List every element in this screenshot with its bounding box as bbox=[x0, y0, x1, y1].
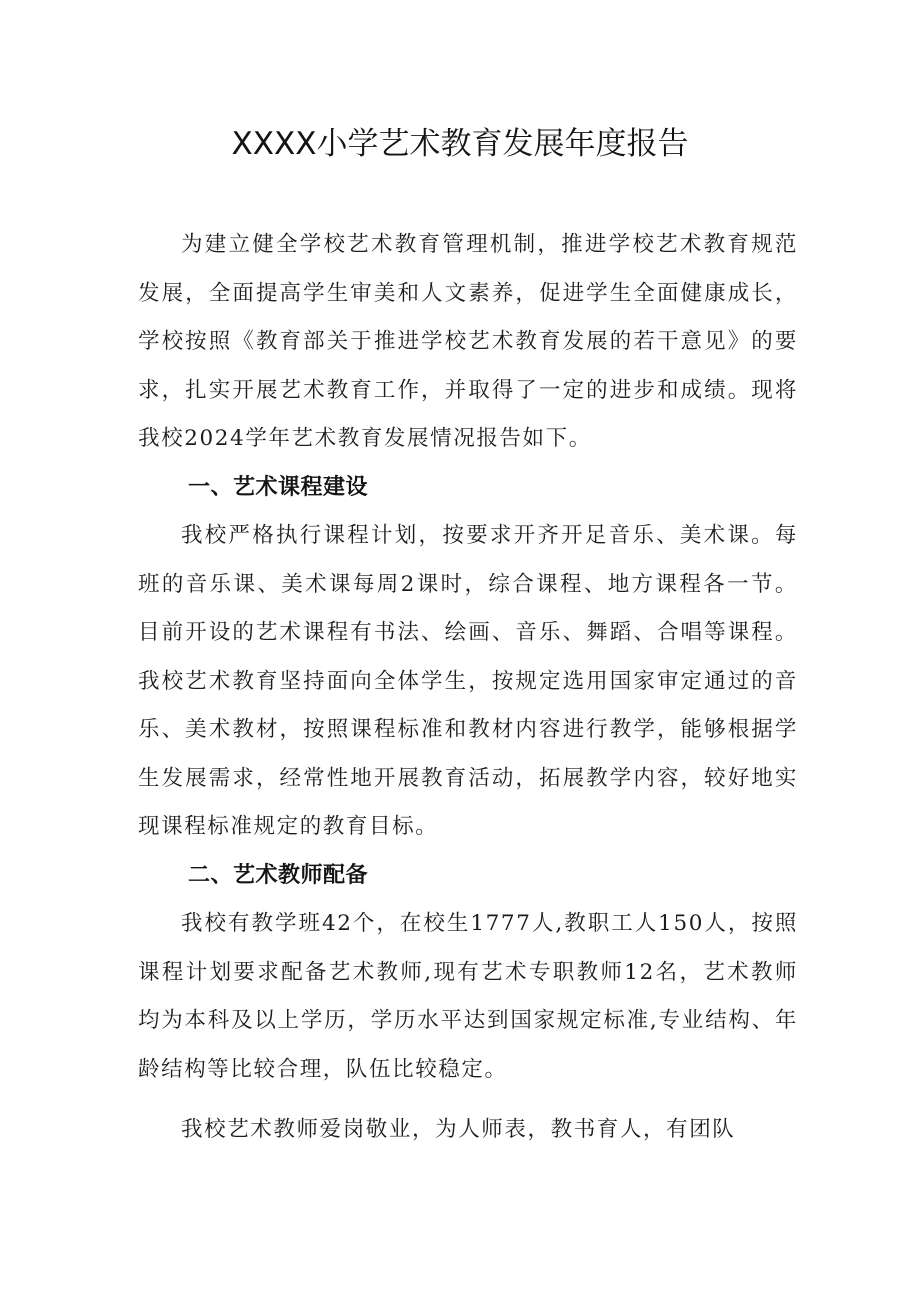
art-teachers-paragraph: 我校有教学班42个，在校生1777人,教职工人150人，按照课程计划要求配备艺术教师,现有艺术专职教师12名，艺术教师均为本科及以上学历，学历水平达到国家规定标准,专业结构、年龄结构等比较合理，队伍比较稳定。 bbox=[138, 911, 798, 1082]
art-teachers-paragraph-continued: 我校艺术教师爱岗敬业，为人师表，教书育人，有团队 bbox=[181, 1117, 736, 1142]
document-title: XXXX小学艺术教育发展年度报告 bbox=[231, 126, 689, 162]
section-heading-art-curriculum: 一、艺术课程建设 bbox=[188, 474, 369, 500]
intro-paragraph: 为建立健全学校艺术教育管理机制，推进学校艺术教育规范发展，全面提高学生审美和人文素养，促进学生全面健康成长，学校按照《教育部关于推进学校艺术教育发展的若干意见》的要求，扎实开展艺术教育工作，并取得了一定的进步和成绩。现将我校2024学年艺术教育发展情况报告如下。 bbox=[138, 232, 798, 451]
paragraph-gap bbox=[138, 1094, 798, 1106]
document-body bbox=[138, 221, 798, 1155]
art-curriculum-paragraph: 我校严格执行课程计划，按要求开齐开足音乐、美术课。每班的音乐课、美术课每周2课时，综合课程、地方课程各一节。目前开设的艺术课程有书法、绘画、音乐、舞蹈、合唱等课程。我校艺术教育坚持面向全体学生，按规定选用国家审定通过的音乐、美术教材，按照课程标准和教材内容进行教学，能够根据学生发展需求，经常性地开展教育活动，拓展教学内容，较好地实现课程标准规定的教育目标。 bbox=[138, 523, 798, 839]
section-heading-art-teachers: 二、艺术教师配备 bbox=[188, 862, 369, 888]
